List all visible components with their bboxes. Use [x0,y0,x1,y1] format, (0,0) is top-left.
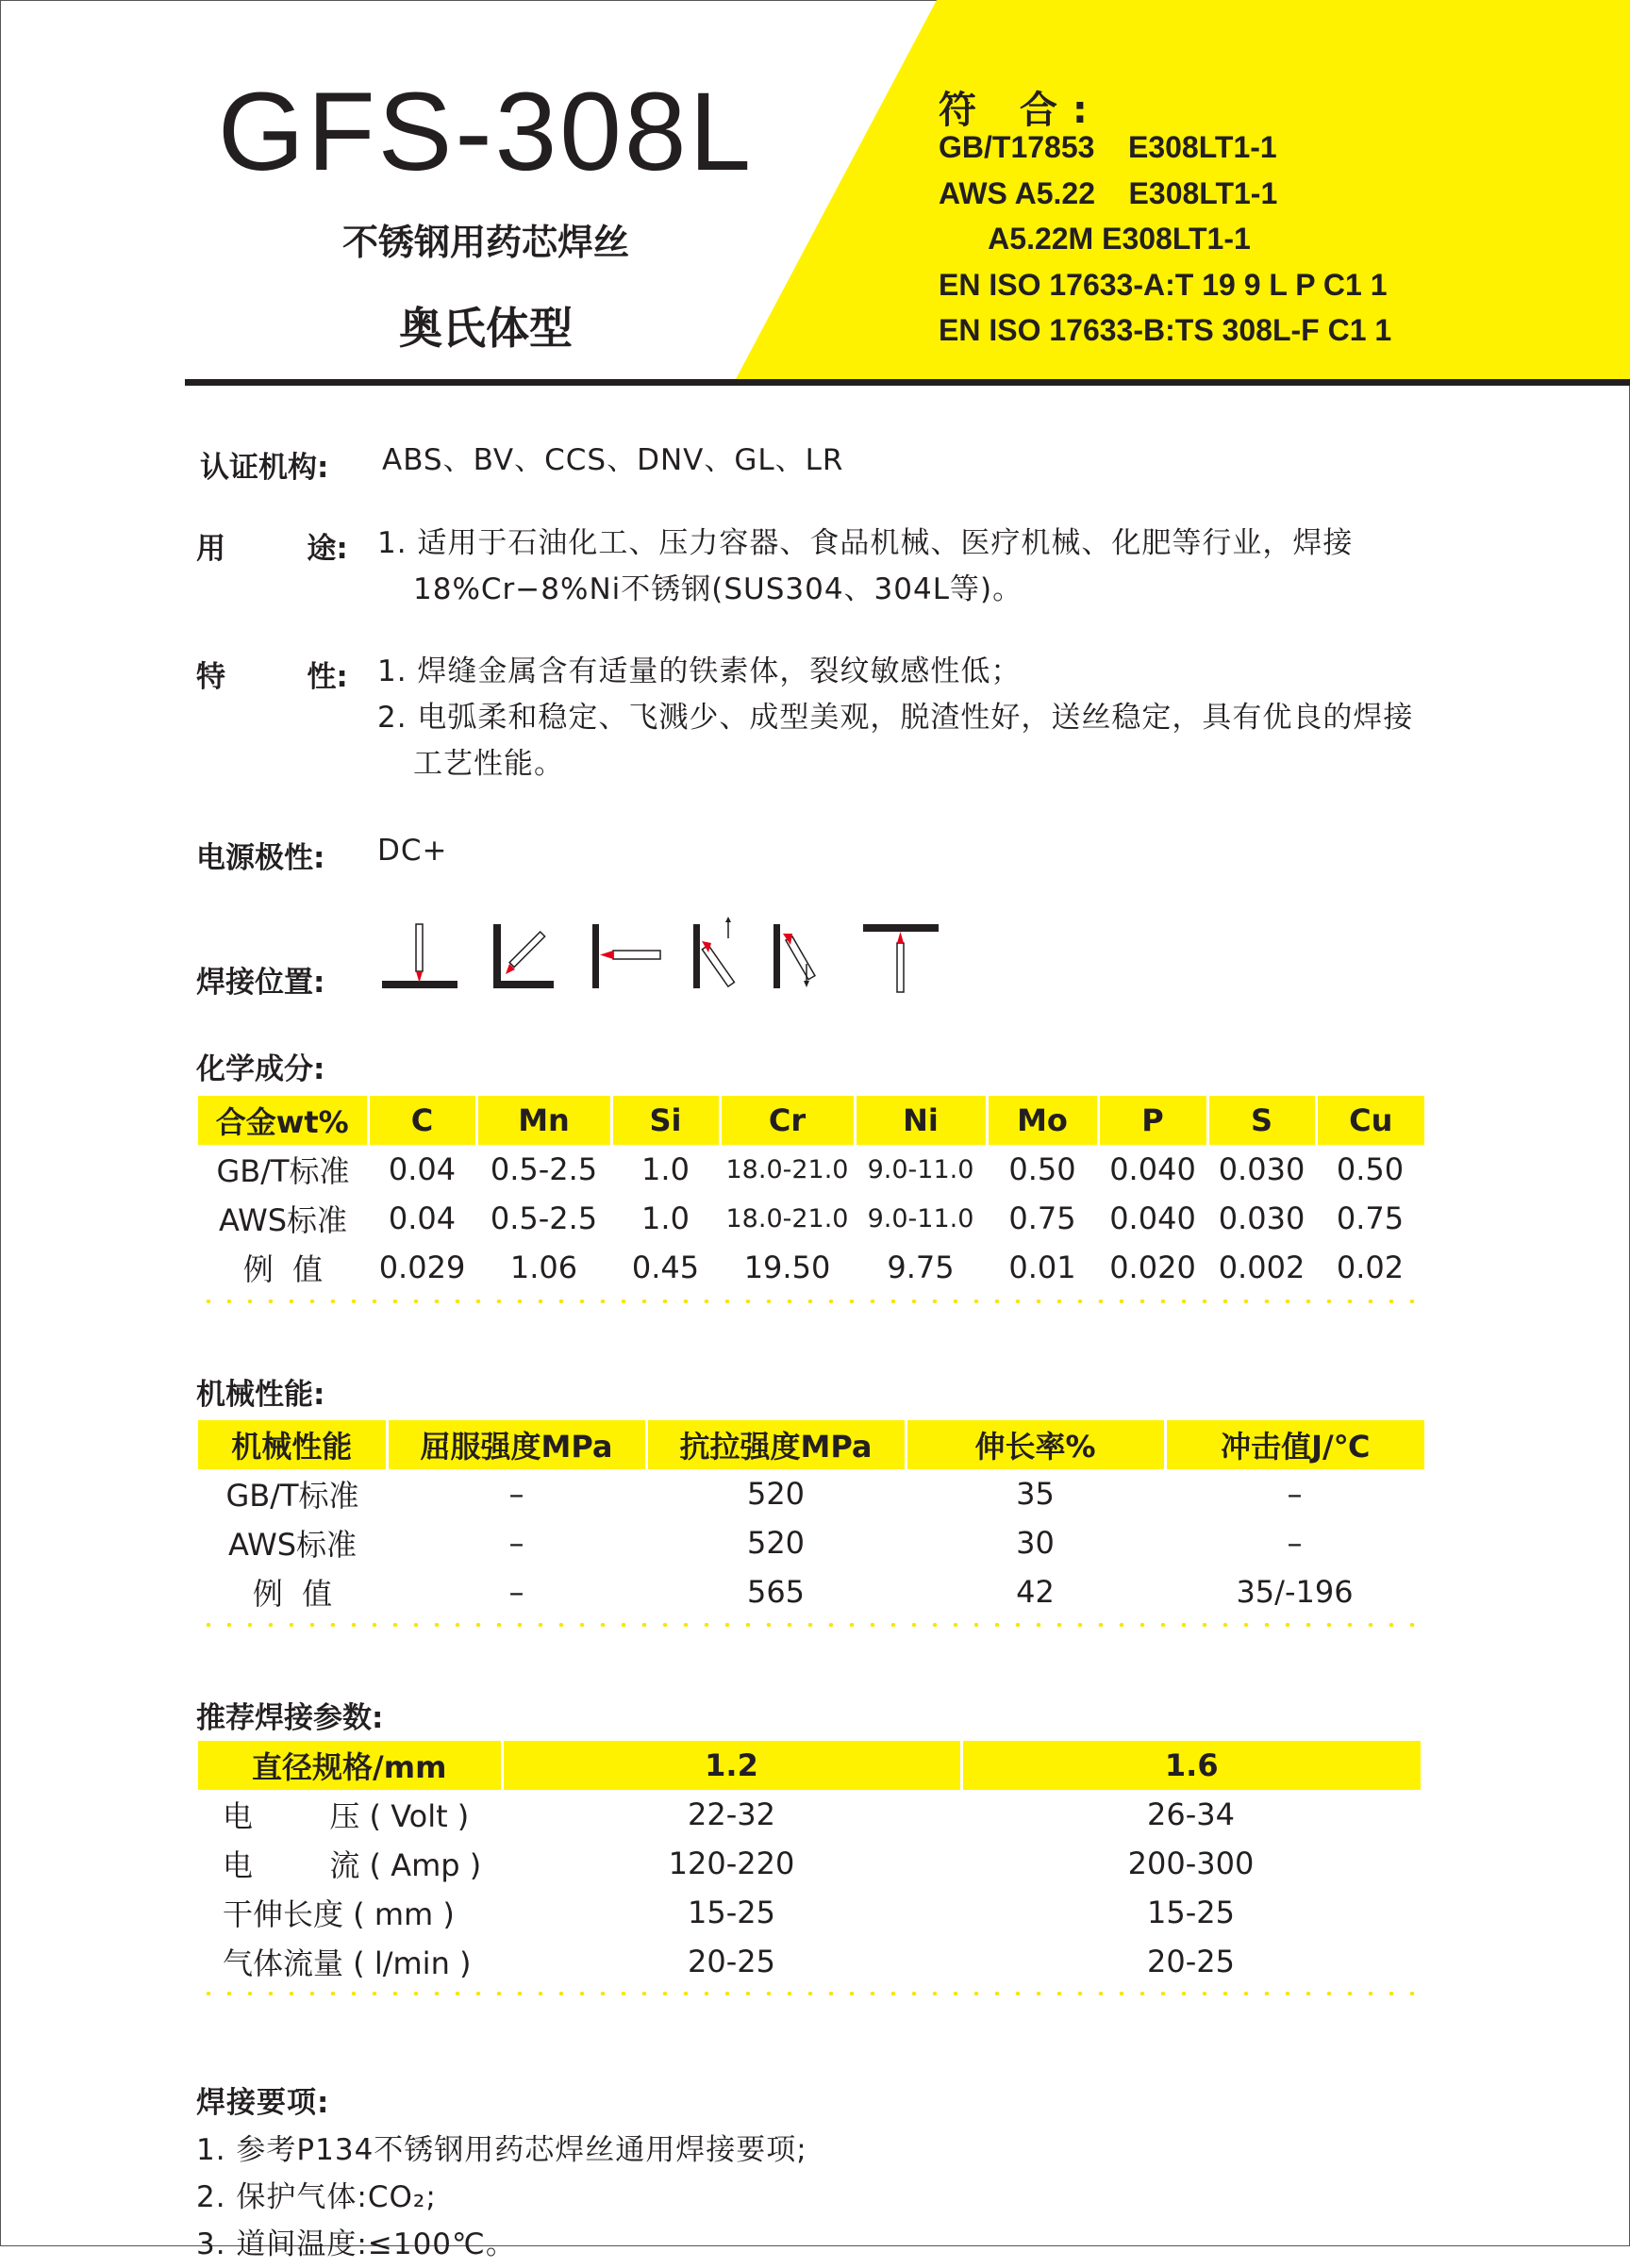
table-cell: GB/T标准 [225,1478,359,1514]
table-cell: 0.002 [1218,1250,1306,1285]
table-cell: 0.45 [631,1250,700,1285]
horizontal-position-icon [592,924,660,988]
table-cell: 0.020 [1109,1250,1196,1285]
product-type: 奥氏体型 [399,303,573,354]
table-row [198,1518,1424,1567]
table-cell: 电 压 ( Volt ) [223,1798,470,1834]
table-cell: 0.75 [1008,1200,1076,1236]
overhead-position-icon [863,924,939,992]
chem-table [198,1096,1424,1292]
mech-table [198,1420,1424,1616]
standard-item: A5.22M E308LT1-1 [939,222,1251,256]
params-header-row [198,1741,1421,1790]
table-cell: AWS标准 [218,1202,348,1238]
table-cell: 520 [746,1525,806,1561]
dotted-divider [198,1623,1424,1627]
features-label: 特 性: [196,660,348,694]
dotted-divider [198,1992,1424,1995]
mech-header: 伸长率% [906,1420,1165,1469]
table-cell: 0.02 [1336,1250,1405,1285]
table-cell: 26-34 [1147,1796,1235,1832]
usage-label: 用 途: [196,532,348,566]
chem-header: S [1207,1096,1316,1145]
table-cell: 15-25 [688,1895,775,1930]
dotted-divider [198,1300,1424,1303]
chem-header: Mn [476,1096,611,1145]
table-cell: 干伸长度 ( mm ) [223,1896,455,1932]
mech-header-row [198,1420,1424,1469]
mech-header: 机械性能 [198,1420,387,1469]
features-list [377,649,1424,787]
table-cell: – [508,1525,524,1561]
mech-header: 屈服强度MPa [387,1420,646,1469]
table-cell: 0.040 [1109,1151,1196,1187]
table-row [198,1937,1421,1986]
mech-header: 冲击值J/℃ [1165,1420,1424,1469]
table-cell: 42 [1016,1574,1055,1610]
standard-item: AWS A5.22 E308LT1-1 [939,175,1278,210]
table-cell: 1.0 [641,1200,690,1236]
table-cell: 18.0-21.0 [725,1203,849,1233]
table-cell: – [1287,1476,1303,1512]
table-cell: 1.0 [641,1151,690,1187]
table-row [198,1790,1421,1839]
table-cell: 0.040 [1109,1200,1196,1236]
chem-header: 合金wt% [198,1096,368,1145]
table-cell: 200-300 [1127,1846,1255,1881]
chem-title: 化学成分: [196,1052,325,1086]
standards-heading: 符 合: [939,89,1103,132]
table-row [198,1888,1421,1937]
table-cell: 520 [746,1476,806,1512]
chem-header-row [198,1096,1424,1145]
notes-title: 焊接要项: [196,2086,330,2120]
table-row [198,1839,1421,1888]
table-cell: 例 值 [252,1576,333,1612]
table-cell: 565 [746,1574,806,1610]
table-cell: 0.030 [1218,1200,1306,1236]
chem-header: C [368,1096,476,1145]
standard-item: GB/T17853 E308LT1-1 [939,130,1277,164]
welding-positions-icons [377,915,962,1000]
feature-item: 2. 电弧柔和稳定、飞溅少、成型美观，脱渣性好，送丝稳定，具有优良的焊接工艺性能。 [377,701,1414,781]
mech-header: 抗拉强度MPa [646,1420,906,1469]
table-cell: 0.04 [388,1151,457,1187]
table-cell: AWS标准 [227,1527,358,1563]
table-cell: 1.06 [509,1250,578,1285]
table-cell: – [508,1574,524,1610]
polarity-label: 电源极性: [196,841,325,875]
positions-label: 焊接位置: [196,966,325,1000]
chem-header: Cu [1316,1096,1424,1145]
table-cell: 0.50 [1008,1151,1076,1187]
table-cell: – [1287,1525,1303,1561]
params-header: 直径规格/mm [198,1741,502,1790]
product-title: GFS-308L [217,70,755,194]
table-cell: 0.75 [1336,1200,1405,1236]
vertical-down-icon [773,924,815,988]
table-cell: 0.50 [1336,1151,1405,1187]
chem-header: P [1098,1096,1207,1145]
note-item: 2. 保护气体:CO₂; [196,2180,437,2214]
polarity-value: DC+ [377,834,448,868]
cert-label: 认证机构: [200,451,329,485]
table-cell: 15-25 [1147,1895,1235,1930]
table-cell: 20-25 [1147,1944,1235,1979]
chem-header: Mo [987,1096,1098,1145]
product-subtitle: 不锈钢用药芯焊丝 [341,222,629,263]
flat-position-icon [382,924,457,988]
params-table [198,1741,1421,1986]
table-cell: 例 值 [242,1251,324,1287]
table-row [198,1567,1424,1616]
table-cell: GB/T标准 [216,1153,350,1189]
chem-header: Si [611,1096,720,1145]
standards-list [939,124,1391,354]
note-item: 1. 参考P134不锈钢用药芯焊丝通用焊接要项; [196,2133,807,2167]
feature-item: 1. 焊缝金属含有适量的铁素体，裂纹敏感性低； [377,654,1022,688]
table-cell: 0.029 [378,1250,466,1285]
table-cell: 0.5-2.5 [490,1200,598,1236]
mech-title: 机械性能: [196,1378,325,1412]
chem-header: Ni [855,1096,987,1145]
params-title: 推荐焊接参数: [196,1701,384,1735]
horizontal-fillet-icon [493,924,554,988]
standard-item: EN ISO 17633-A:T 19 9 L P C1 1 [939,267,1388,302]
table-cell: 9.0-11.0 [867,1154,974,1184]
table-cell: 20-25 [688,1944,775,1979]
table-cell: 0.030 [1218,1151,1306,1187]
vertical-up-icon [693,917,734,988]
table-cell: 0.5-2.5 [490,1151,598,1187]
table-cell: 22-32 [688,1796,775,1832]
table-row [198,1469,1424,1518]
cert-value: ABS、BV、CCS、DNV、GL、LR [382,443,844,477]
table-cell: 30 [1016,1525,1055,1561]
table-row [198,1194,1424,1243]
table-cell: – [508,1476,524,1512]
table-cell: 35/-196 [1236,1574,1354,1610]
table-cell: 35 [1016,1476,1055,1512]
table-cell: 气体流量 ( l/min ) [223,1945,472,1981]
standard-item: EN ISO 17633-B:TS 308L-F C1 1 [939,313,1392,347]
chem-header: Cr [720,1096,855,1145]
note-item: 3. 道间温度:≤100℃。 [196,2227,516,2261]
table-cell: 19.50 [743,1250,831,1285]
params-header: 1.6 [961,1741,1421,1790]
usage-item: 1. 适用于石油化工、压力容器、食品机械、医疗机械、化肥等行业，焊接18%Cr−8%Ni不锈钢(SUS304、304L等)。 [377,526,1354,606]
table-cell: 电 流 ( Amp ) [223,1847,482,1883]
table-row [198,1145,1424,1194]
table-cell: 120-220 [668,1846,795,1881]
table-row [198,1243,1424,1292]
table-cell: 18.0-21.0 [725,1154,849,1184]
table-cell: 9.0-11.0 [867,1203,974,1233]
welding-notes [196,2079,807,2268]
table-cell: 0.01 [1008,1250,1076,1285]
table-cell: 9.75 [887,1250,955,1285]
table-cell: 0.04 [388,1200,457,1236]
header-rule [185,379,1630,386]
params-header: 1.2 [502,1741,961,1790]
